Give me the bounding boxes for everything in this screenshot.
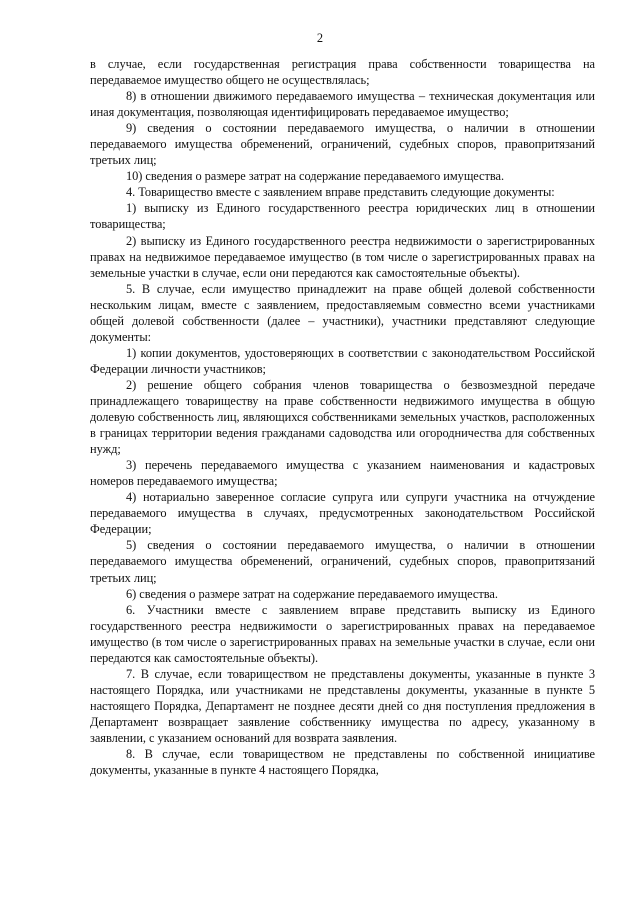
- paragraph-15: 7. В случае, если товариществом не представлены документы, указанные в пункте 3 настоящего Порядка, или участниками не представлены документы, указанные в пункте 5 настоящего Порядка, Департамент не позднее десяти дней со дня поступления предложения в Департамент возвращает заявление собственнику имущества по адресу, указанному в заявлении, с указанием оснований для возврата заявления.: [90, 666, 595, 745]
- paragraph-0: в случае, если государственная регистрация права собственности товарищества на передаваемое имущество общего не осуществлялась;: [90, 57, 595, 88]
- paragraph-12: 5) сведения о состоянии передаваемого имущества, о наличии в отношении передаваемого имущества обременений, ограничений, судебных споров, правопритязаний третьих лиц;: [90, 538, 595, 585]
- paragraph-8: 1) копии документов, удостоверяющих в соответствии с законодательством Российской Федерации личности участников;: [90, 345, 595, 376]
- paragraph-4: 4. Товарищество вместе с заявлением вправе представить следующие документы:: [126, 185, 555, 200]
- document-body: [90, 56, 595, 778]
- paragraph-9: 2) решение общего собрания членов товарищества о безвозмездной передаче принадлежащего товариществу на праве собственности недвижимого имущества в общую долевую собственность лиц, являющихся собственниками земельных участков, расположенных в границах территории ведения гражданами садоводства или огородничества для собственных нужд;: [90, 377, 595, 457]
- paragraph-6: 2) выписку из Единого государственного реестра недвижимости о зарегистрированных правах на недвижимое передаваемое имущество (в том числе о зарегистрированных правах на земельные участки в случае, если они передаются как самостоятельные объекты).: [90, 233, 595, 280]
- paragraph-11: 4) нотариально заверенное согласие супруга или супруги участника на отчуждение передаваемого имущества в случаях, предусмотренных законодательством Российской Федерации;: [90, 490, 595, 537]
- paragraph-2: 9) сведения о состоянии передаваемого имущества, о наличии в отношении передаваемого имущества обременений, ограничений, судебных споров, правопритязаний третьих лиц;: [90, 121, 595, 168]
- page-number: 2: [316, 31, 324, 45]
- paragraph-16: 8. В случае, если товариществом не представлены по собственной инициативе документы, указанные в пункте 4 настоящего Порядка,: [90, 747, 595, 778]
- paragraph-7: 5. В случае, если имущество принадлежит на праве общей долевой собственности нескольким лицам, вместе с заявлением, предоставляемым совместно всеми участниками общей долевой собственности (далее – участники), участники представляют следующие документы:: [90, 281, 595, 344]
- paragraph-10: 3) перечень передаваемого имущества с указанием наименования и кадастровых номеров передаваемого имущества;: [90, 458, 595, 489]
- paragraph-5: 1) выписку из Единого государственного реестра юридических лиц в отношении товарищества;: [90, 201, 595, 232]
- paragraph-3: 10) сведения о размере затрат на содержание передаваемого имущества.: [126, 169, 505, 184]
- paragraph-13: 6) сведения о размере затрат на содержание передаваемого имущества.: [126, 586, 498, 601]
- paragraph-1: 8) в отношении движимого передаваемого имущества – техническая документация или иная документация, позволяющая идентифицировать передаваемое имущество;: [90, 89, 595, 120]
- paragraph-14: 6. Участники вместе с заявлением вправе представить выписку из Единого государственного реестра недвижимости о зарегистрированных правах на передаваемое имущество (в том числе о зарегистрированных правах на земельные участки в случае, если они передаются как самостоятельные объекты).: [90, 602, 595, 665]
